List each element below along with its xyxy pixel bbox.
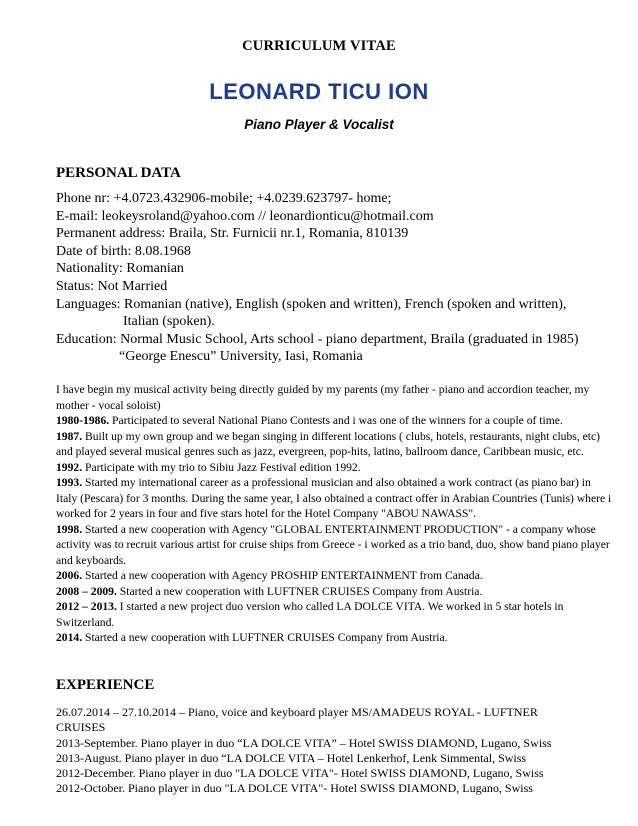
history-entry [56,429,612,460]
document-title: CURRICULUM VITAE [242,38,396,54]
nationality-line: Nationality: Romanian [56,261,184,277]
personal-data-block [56,190,616,366]
history-year: 2006. [56,569,83,582]
experience-heading: EXPERIENCE [56,677,155,693]
history-year: 1987. [56,429,83,443]
email-line: E-mail: leokeysroland@yahoo.com // leonardionticu@hotmail.com [56,208,434,224]
history-text: I started a new project duo version who called LA DOLCE VITA. We worked in 5 star hotels in Switzerland. [56,600,564,629]
personal-data-heading: PERSONAL DATA [56,165,181,181]
experience-list [56,705,616,797]
history-year: 1992. [56,460,83,474]
history-text: Built up my own group and we began singing in different locations ( clubs, hotels, restaurants, night clubs, etc) and played several musical genres such as jazz, evergreen, pop-hits, latino, ballroom dance, Caribbean music, etc. [56,429,600,458]
history-text: Started my international career as a professional musician and also obtained a work contract (as piano bar) in Italy (Pescara) for 3 months. During the same year, I also obtained a contract offer in Arabian Countries (Tunis) where i worked for 2 years in four and five stars hotel for the Hotel Company "ABOU NAWASS". [56,476,612,520]
history-entry [56,413,612,429]
experience-line: 2012-December. Piano player in duo "LA DOLCE VITA"- Hotel SWISS DIAMOND, Lugano, Swiss [56,766,544,781]
experience-line: 2013-August. Piano player in duo “LA DOLCE VITA – Hotel Lenkerhof, Lenk Simmental, Swiss [56,750,527,765]
history-year: 2008 – 2009. [56,584,117,598]
history-text: Started a new cooperation with LUFTNER CRUISES Company from Austria. [82,631,448,644]
languages-line-continued: Italian (spoken). [123,314,215,330]
languages-line: Languages: Romanian (native), English (spoken and written), French (spoken and written), [56,296,567,312]
history-entry [56,475,612,522]
career-history [56,382,612,646]
experience-line: CRUISES [56,720,106,735]
history-text: Started a new cooperation with Agency "GLOBAL ENTERTAINMENT PRODUCTION" - a company whose activity was to recruit various artist for cruise ships from Greece - i worked as a trio band, duo, show band piano player and keyboards. [56,522,610,567]
education-line: Education: Normal Music School, Arts school - piano department, Braila (graduated in 1985) [56,331,579,347]
history-entry [56,630,612,646]
history-intro: I have begin my musical activity being directly guided by my parents (my father - piano and accordion teacher, my mother - vocal soloist) [56,383,590,412]
history-entry [56,460,612,476]
status-line: Status: Not Married [56,278,168,294]
history-year: 2014. [56,631,83,644]
candidate-name: LEONARD TICU ION [209,79,429,104]
history-text: Participate with my trio to Sibiu Jazz Festival edition 1992. [82,460,361,474]
history-year: 1998. [56,522,83,536]
history-entry [56,522,612,569]
history-year: 2012 – 2013. [56,600,117,613]
history-text: Participated to several National Piano Contests and i was one of the winners for a couple of time. [109,414,563,427]
history-year: 1993. [56,476,83,489]
experience-line: 26.07.2014 – 27.10.2014 – Piano, voice and keyboard player MS/AMADEUS ROYAL - LUFTNER [56,705,538,719]
experience-line: 2012-October. Piano player in duo "LA DOLCE VITA"- Hotel SWISS DIAMOND, Lugano, Swiss [56,781,533,796]
date-of-birth-line: Date of birth: 8.08.1968 [56,243,191,259]
experience-line: 2013-September. Piano player in duo “LA DOLCE VITA” – Hotel SWISS DIAMOND, Lugano, Swiss [56,735,552,750]
history-year: 1980-1986. [56,414,110,427]
history-text: Started a new cooperation with Agency PROSHIP ENTERTAINMENT from Canada. [82,569,483,582]
phone-line: Phone nr: +4.0723.432906-mobile; +4.0239.623797- home; [56,191,392,206]
history-entry [56,599,612,630]
history-text: Started a new cooperation with LUFTNER CRUISES Company from Austria. [116,584,483,598]
history-entry [56,584,612,600]
history-entry [56,568,612,584]
candidate-role: Piano Player & Vocalist [244,117,394,132]
education-line-continued: “George Enescu” University, Iasi, Romania [119,349,363,365]
address-line: Permanent address: Braila, Str. Furnicii nr.1, Romania, 810139 [56,226,409,242]
